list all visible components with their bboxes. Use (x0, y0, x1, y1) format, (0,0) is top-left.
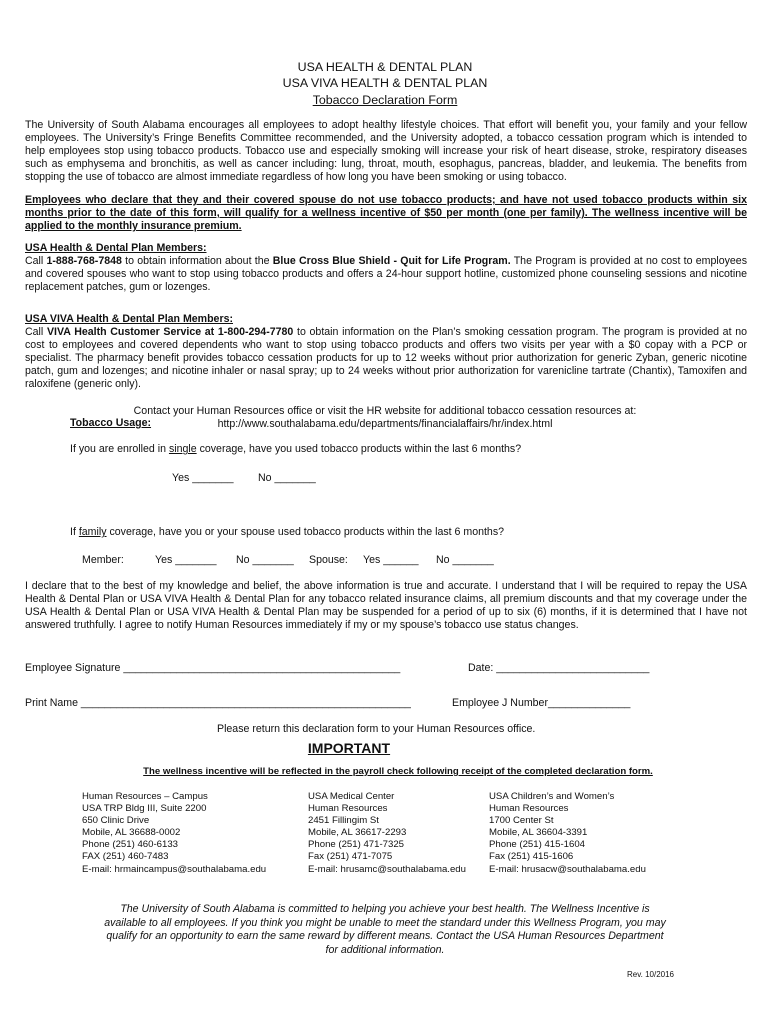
family-coverage-question: If family coverage, have you or your spouse used tobacco products within the last 6 months? (70, 526, 505, 538)
viva-plan-section (25, 313, 747, 391)
member-no-field[interactable]: No _______ (236, 554, 294, 566)
office-childrens-womens: USA Children’s and Women’s Human Resources 1700 Center St Mobile, AL 36604-3391 Phone (251) 415-1604 Fax (251) 415-1606 E-mail: hrusacw@southalabama.edu (489, 791, 646, 875)
viva-plan-service: VIVA Health Customer Service at 1-800-294-7780 (46, 326, 294, 338)
hr-contact-text: Contact your Human Resources office or visit the HR website for additional tobacco cessation resources at: (133, 405, 637, 417)
usa-plan-heading: USA Health & Dental Plan Members: (25, 242, 207, 254)
single-coverage-question: If you are enrolled in single coverage, have you used tobacco products within the last 6 months? (70, 443, 522, 455)
closing-statement: The University of South Alabama is committed to helping you achieve your best health. The Wellness Incentive is available to all employees. If you think you might be unable to meet the standard under this Wellness Program, you may qualify for an opportunity to earn the same reward by different means. Contact the USA Human Resources Department for additional information. (104, 903, 666, 956)
plan-title-usa: USA HEALTH & DENTAL PLAN (297, 60, 473, 74)
office-campus: Human Resources – Campus USA TRP Bldg III, Suite 2200 650 Clinic Drive Mobile, AL 36688-0002 Phone (251) 460-6133 FAX (251) 460-7483 E-mail: hrmaincampus@southalabama.edu (82, 791, 267, 875)
employee-signature-field[interactable]: Employee Signature _______________________________________________ (25, 662, 401, 674)
declaration-paragraph: I declare that to the best of my knowledge and belief, the above information is true and accurate. I understand that I will be required to repay the USA Health & Dental Plan or USA VIVA Health & Dental Plan for any tobacco related insurance claims, all premium discounts and that my coverage under the USA Health & Dental Plan or USA VIVA Health & Dental Plan may be suspended for a period of up to six (6) months, if it is determined that I have not answered truthfully. I agree to notify Human Resources immediately if my or my spouse’s tobacco use status changes. (25, 580, 747, 631)
date-field[interactable]: Date: __________________________ (468, 662, 650, 674)
usa-plan-section (25, 242, 747, 294)
member-yes-field[interactable]: Yes _______ (155, 554, 217, 566)
important-note: The wellness incentive will be reflected in the payroll check following receipt of the completed declaration form. (143, 766, 653, 777)
single-no-field[interactable]: No _______ (258, 472, 316, 484)
tobacco-usage-heading: Tobacco Usage: (70, 417, 152, 429)
campus-email[interactable]: E-mail: hrmaincampus@southalabama.edu (82, 863, 267, 875)
plan-title-viva: USA VIVA HEALTH & DENTAL PLAN (282, 76, 488, 90)
important-heading: IMPORTANT (307, 740, 391, 756)
return-note: Please return this declaration form to your Human Resources office. (217, 723, 536, 735)
intro-paragraph: The University of South Alabama encourages all employees to adopt healthy lifestyle choices. That effort will benefit you, your family and your fellow employees. The University’s Fringe Benefits Committee recommended, and the University adopted, a tobacco cessation program which is intended to help employees stop using tobacco products. Tobacco use and especially smoking will increase your risk of heart disease, stroke, respiratory diseases such as emphysema and bronchitis, as well as cancer including: lung, throat, mouth, esophagus, pancreas, bladder, and leukemia. The benefits from stopping the use of tobacco are almost immediate regardless of how long you have been smoking or using tobacco. (25, 119, 747, 183)
hr-website-link[interactable]: http://www.southalabama.edu/departments/financialaffairs/hr/index.html (217, 418, 553, 430)
spouse-yes-field[interactable]: Yes ______ (363, 554, 419, 566)
spouse-no-field[interactable]: No _______ (436, 554, 494, 566)
employee-j-number-field[interactable]: Employee J Number______________ (452, 697, 631, 709)
form-title: Tobacco Declaration Form (312, 93, 458, 107)
office-medical-center: USA Medical Center Human Resources 2451 Fillingim St Mobile, AL 36617-2293 Phone (251) 471-7325 Fax (251) 471-7075 E-mail: hrusamc@southalabama.edu (308, 791, 466, 875)
usa-plan-program: Blue Cross Blue Shield - Quit for Life Program. (272, 255, 511, 267)
spouse-label: Spouse: (309, 554, 348, 566)
medical-center-email[interactable]: E-mail: hrusamc@southalabama.edu (308, 863, 466, 875)
childrens-womens-email[interactable]: E-mail: hrusacw@southalabama.edu (489, 863, 646, 875)
usa-plan-phone: 1-888-768-7848 (46, 255, 122, 267)
member-label: Member: (82, 554, 124, 566)
viva-plan-heading: USA VIVA Health & Dental Plan Members: (25, 313, 233, 325)
revision-date: Rev. 10/2016 (627, 970, 674, 979)
print-name-field[interactable]: Print Name ________________________________________________________ (25, 697, 411, 709)
viva-plan-text: Call VIVA Health Customer Service at 1-800-294-7780 to obtain information on the Plan’s smoking cessation program. The program is provided at no cost to employees and covered dependents who want to stop using tobacco products and offers two visits per year with a $0 copay with a PCP or specialist. The pharmacy benefit provides tobacco cessation products for up to 12 weeks without prior authorization for generic Zyban, generic nicotine patch, gum and lozenges; and nicotine inhaler or nasal spray; up to 24 weeks without prior authorization for varenicline tartrate (Chantix), Tamoxifen and raloxifene (generic only). (25, 326, 747, 390)
incentive-paragraph: Employees who declare that they and their covered spouse do not use tobacco products; and have not used tobacco products within six months prior to the date of this form, will qualify for a wellness incentive of $50 per month (one per family). The wellness incentive will be applied to the monthly insurance premium. (25, 194, 747, 232)
single-yes-field[interactable]: Yes _______ (172, 472, 234, 484)
usa-plan-text: Call 1-888-768-7848 to obtain information about the Blue Cross Blue Shield - Quit for Life Program. The Program is provided at no cost to employees and covered spouses who want to stop using tobacco products and offers a 24-hour support hotline, customized phone counseling sessions and nicotine replacement patches, gum or lozenges. (25, 255, 747, 293)
